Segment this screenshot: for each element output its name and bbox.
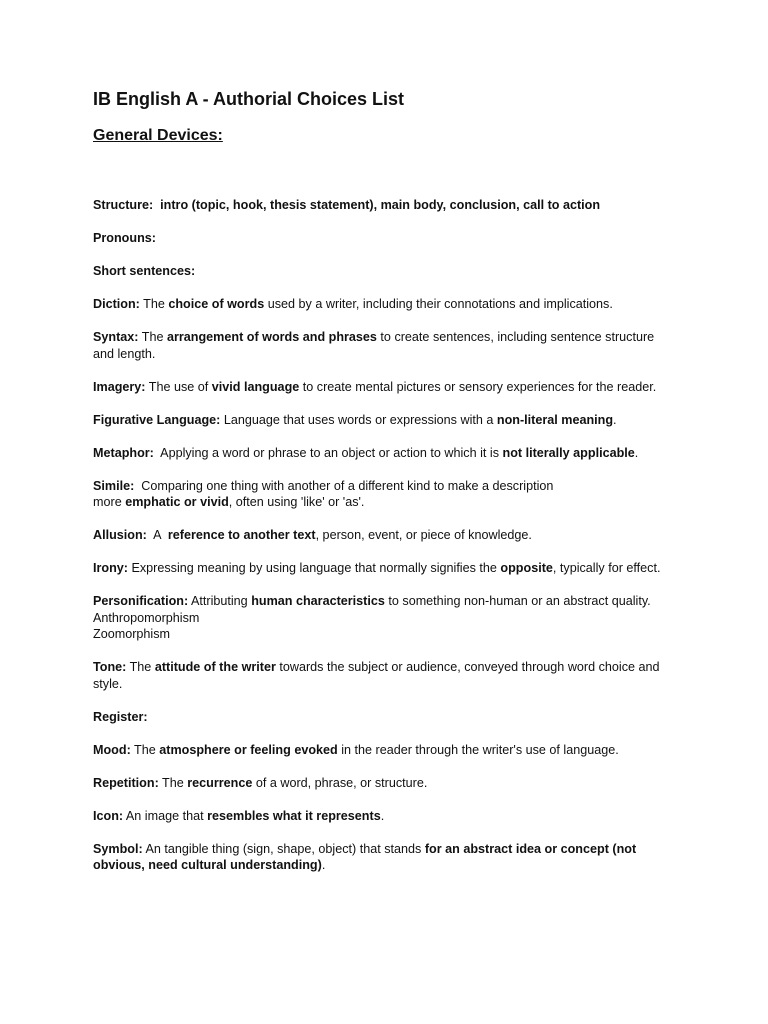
device-term: Figurative Language: [93,412,221,427]
device-definition-text: The [158,775,188,790]
device-definition-text: . [321,858,326,872]
device-term: Symbol: [93,841,143,856]
device-term: Irony: [93,561,128,575]
device-list [93,197,673,874]
device-definition-text: to create sentences, including sentence structure and length. [93,330,658,361]
device-term: Mood: [93,742,131,757]
device-entry-irony [93,560,673,577]
device-entry-allusion [93,527,673,544]
device-emphasis: atmosphere or feeling evoked [159,742,338,757]
device-emphasis: for an abstract idea or concept (not obvious, need cultural understanding) [93,841,640,872]
device-definition-text: to something non-human or an abstract quality. Anthropomorphism Zoomorphism [93,594,651,641]
device-definition-text: , often using 'like' or 'as'. [228,495,365,509]
device-definition-text: in the reader through the writer's use of language. [337,742,619,757]
device-entry-tone [93,659,673,692]
device-emphasis: opposite [500,561,553,575]
device-entry-register [93,709,673,726]
device-term: Metaphor: [93,445,154,460]
device-entry-repetition [93,775,673,792]
device-emphasis: vivid language [211,379,300,394]
device-term: Simile: [93,478,135,493]
device-entry-diction [93,296,673,313]
device-entry-simile [93,478,673,511]
device-definition-text: . [380,808,385,823]
device-term: Icon: [93,808,124,823]
device-definition-text: . [634,445,639,460]
device-emphasis: attitude of the writer [154,660,276,674]
device-definition-text: A [146,528,168,542]
device-emphasis: choice of words [168,297,265,311]
device-term: Syntax: [93,330,139,344]
device-entry-figurative-language [93,412,673,429]
device-emphasis: emphatic or vivid [125,495,229,509]
device-term: Imagery: [93,379,146,394]
device-definition-text: The use of [145,379,212,394]
device-definition-text: of a word, phrase, or structure. [252,775,428,790]
device-emphasis: non-literal meaning [496,412,614,427]
device-emphasis: resembles what it represents [207,808,381,823]
device-term: Personification: [93,594,189,608]
device-term: Structure: intro (topic, hook, thesis statement), main body, conclusion, call to action [93,198,601,212]
device-entry-structure [93,197,673,214]
device-definition-text: An image that [123,808,208,823]
device-emphasis: reference to another text [167,528,316,542]
device-entry-metaphor [93,445,673,462]
device-emphasis: human characteristics [251,594,385,608]
device-entry-icon [93,808,673,825]
device-entry-mood [93,742,673,759]
device-definition-text: used by a writer, including their connotations and implications. [264,297,613,311]
device-entry-imagery [93,379,673,396]
device-definition-text: The [138,330,167,344]
device-definition-text: Expressing meaning by using language that normally signifies the [127,561,501,575]
device-entry-syntax [93,329,673,362]
device-definition-text: , typically for effect. [552,561,661,575]
device-definition-text: The [130,742,160,757]
device-term: Tone: [93,660,127,674]
device-emphasis: not literally applicable [502,445,635,460]
device-term: Register: [93,709,148,724]
device-entry-short-sentences [93,263,673,280]
device-definition-text: . [613,412,617,427]
device-emphasis: recurrence [187,775,253,790]
device-term: Pronouns: [93,231,156,245]
document-page [93,88,673,890]
device-entry-pronouns [93,230,673,247]
device-definition-text: towards the subject or audience, conveyed through word choice and style. [93,660,664,691]
device-entry-personification [93,593,673,643]
device-definition-text: , person, event, or piece of knowledge. [315,528,532,542]
device-definition-text: Applying a word or phrase to an object or action to which it is [153,445,503,460]
device-emphasis: arrangement of words and phrases [166,330,377,344]
device-definition-text: Attributing [188,594,252,608]
document-title: IB English A - Authorial Choices List [93,89,405,109]
device-term: Allusion: [93,528,147,542]
device-definition-text: The [126,660,155,674]
device-term: Diction: [93,297,140,311]
device-definition-text: Language that uses words or expressions with a [220,412,497,427]
device-term: Repetition: [93,775,159,790]
device-definition-text: to create mental pictures or sensory experiences for the reader. [299,379,657,394]
device-definition-text: The [139,297,169,311]
device-definition-text: An tangible thing (sign, shape, object) that stands [142,841,425,856]
device-term: Short sentences: [93,264,196,278]
section-heading: General Devices: [93,127,223,144]
device-definition-text: Comparing one thing with another of a different kind to make a description more [93,478,554,509]
device-entry-symbol [93,841,673,874]
